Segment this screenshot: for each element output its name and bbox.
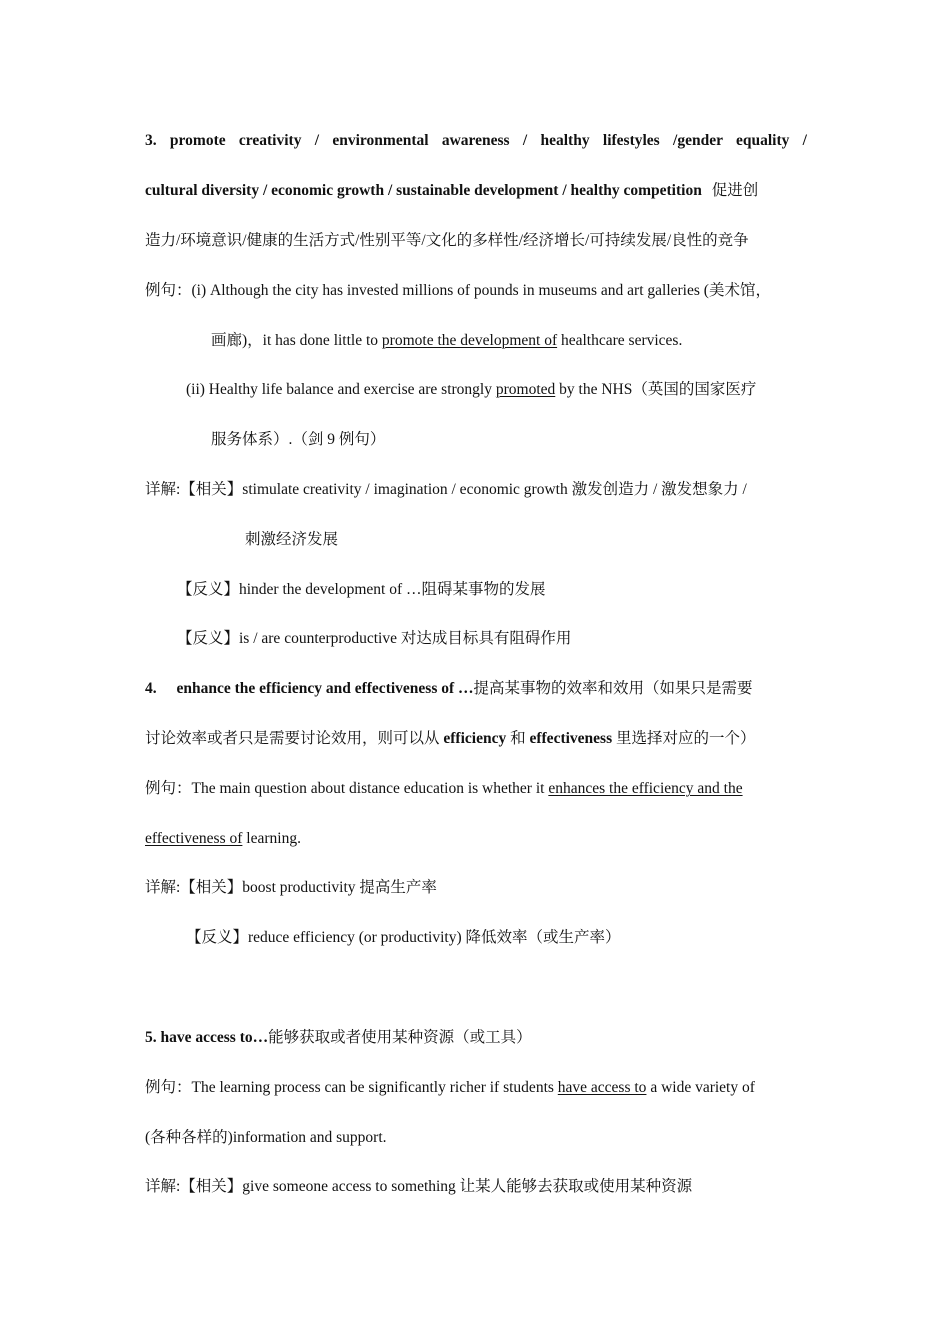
example-text: a wide variety of [646,1079,755,1096]
example-highlight: promote the development of [381,332,558,349]
section-3-title-line3: 造力/环境意识/健康的生活方式/性别平等/文化的多样性/经济增长/可持续发展/良性的竞争 [145,232,749,249]
section-3-detail-antonym-1: 【反义】hinder the development of …阻碍某事物的发展 [177,581,546,598]
section-4-keyword: effectiveness [529,730,613,747]
section-4-example-line2 [145,829,301,849]
example-highlight: enhances the efficiency and the [548,780,743,797]
section-5-example-line1 [145,1078,755,1098]
section-5-example-line2: (各种各样的)information and support. [145,1129,387,1146]
section-3-example-1-line2 [211,331,682,351]
section-3-example-1-line1: 例句：(i) Although the city has invested millions of pounds in museums and art galleries (美术馆， [145,282,771,299]
section-4-detail-antonym: 【反义】reduce efficiency (or productivity) 降低效率（或生产率） [186,929,621,946]
example-text: 例句：The main question about distance education is whether it [145,780,549,797]
section-3-detail-related-line2: 刺激经济发展 [245,531,339,548]
section-4-title-bold: enhance the efficiency and effectiveness of … [176,680,474,697]
example-text: by the NHS（英国的国家医疗 [555,381,757,398]
section-4-text: 讨论效率或者只是需要讨论效用，则可以从 [145,730,444,747]
section-5-title-cn: 能够获取或者使用某种资源（或工具） [268,1029,532,1046]
section-4-text: 和 [506,730,530,747]
example-highlight: promoted [495,381,556,398]
section-3-example-2-line1 [186,380,756,400]
section-3-example-2-line2: 服务体系）.（剑 9 例句） [211,431,386,448]
section-5-title-bold: 5. have access to… [145,1029,269,1046]
section-4-title-cn: 提高某事物的效率和效用（如果只是需要 [473,680,753,697]
section-3-title-cn: 促进创 [711,182,759,199]
section-5-title [145,1028,532,1048]
example-text: 例句：The learning process can be significantly richer if students [145,1079,558,1096]
section-4-number: 4. [145,680,157,697]
section-4-keyword: efficiency [443,730,507,747]
section-4-title-line2 [145,729,756,749]
section-4-title-line1 [145,679,753,699]
section-3-title-bold: cultural diversity / economic growth / sustainable development / healthy competition [145,182,702,199]
section-3-title-line1: 3. promote creativity / environmental awareness / healthy lifestyles /gender equality / [145,132,807,149]
section-4-text: 里选择对应的一个） [612,730,756,747]
example-text: (ii) Healthy life balance and exercise are strongly [186,381,496,398]
section-5-detail-related: 详解:【相关】give someone access to something 让某人能够去获取或使用某种资源 [145,1178,693,1195]
example-text: 画廊)，it has done little to [211,332,382,349]
example-text: healthcare services. [557,332,683,349]
example-highlight: have access to [557,1079,647,1096]
section-4-example-line1 [145,779,743,799]
example-highlight: effectiveness of [145,830,243,847]
section-3-detail-antonym-2: 【反义】is / are counterproductive 对达成目标具有阻碍作用 [177,630,572,647]
section-3-title-line2 [145,181,758,201]
example-text: learning. [242,830,301,847]
section-3-detail-related: 详解:【相关】stimulate creativity / imagination / economic growth 激发创造力 / 激发想象力 / [145,481,747,498]
section-4-detail-related: 详解:【相关】boost productivity 提高生产率 [145,879,437,896]
